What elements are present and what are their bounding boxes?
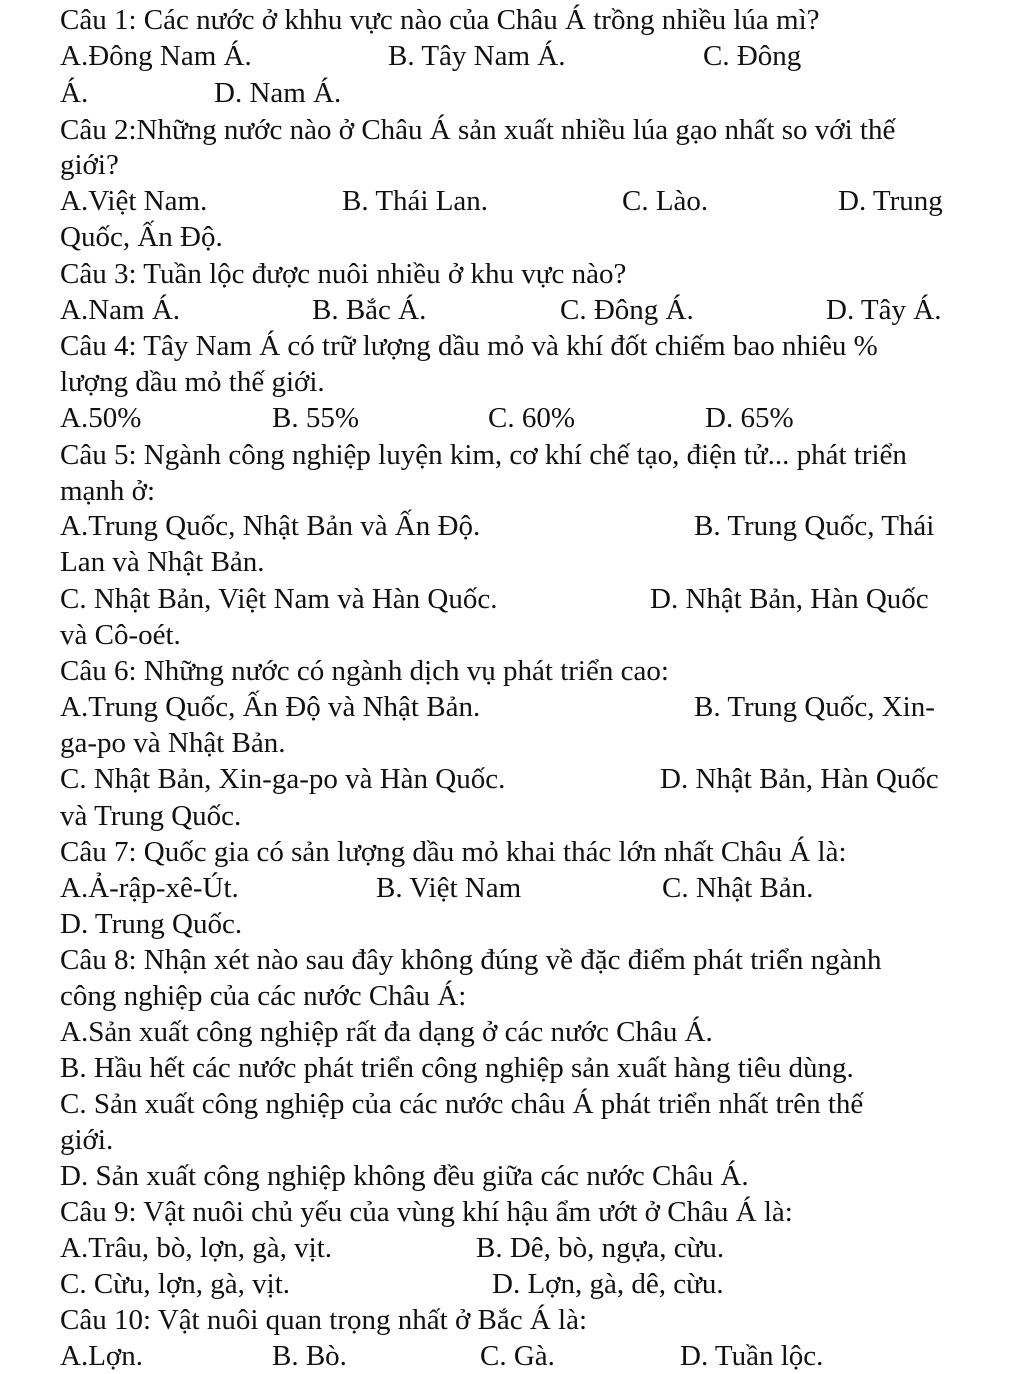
question-7-option-d: D. Trung Quốc. — [60, 908, 243, 940]
question-5-text-cont: mạnh ở: — [60, 475, 156, 507]
question-4-option-d: D. 65% — [705, 402, 794, 434]
question-3-option-c: C. Đông Á. — [560, 294, 694, 326]
question-8-text: Câu 8: Nhận xét nào sau đây không đúng về đặc điểm phát triển ngành — [60, 944, 882, 976]
question-2-option-c: C. Lào. — [622, 185, 709, 217]
question-9-text: Câu 9: Vật nuôi chủ yếu của vùng khí hậu ẩm ướt ở Châu Á là: — [60, 1196, 793, 1228]
question-8-text-cont: công nghiệp của các nước Châu Á: — [60, 980, 467, 1012]
question-2-option-a: A.Việt Nam. — [60, 185, 208, 217]
question-6-option-d: D. Nhật Bản, Hàn Quốc — [660, 763, 939, 795]
question-9-option-a: A.Trâu, bò, lợn, gà, vịt. — [60, 1232, 333, 1264]
question-1-option-d: D. Nam Á. — [214, 77, 342, 109]
question-2-option-d-cont: Quốc, Ấn Độ. — [60, 221, 223, 253]
question-6-option-c: C. Nhật Bản, Xin-ga-po và Hàn Quốc. — [60, 763, 506, 795]
question-9-option-c: C. Cừu, lợn, gà, vịt. — [60, 1268, 291, 1300]
question-6-option-d-cont: và Trung Quốc. — [60, 800, 242, 832]
question-8-option-b: B. Hầu hết các nước phát triển công nghiệp sản xuất hàng tiêu dùng. — [60, 1052, 854, 1084]
question-10-text: Câu 10: Vật nuôi quan trọng nhất ở Bắc Á là: — [60, 1304, 588, 1336]
question-3-text: Câu 3: Tuần lộc được nuôi nhiều ở khu vực nào? — [60, 258, 627, 290]
question-5-option-a: A.Trung Quốc, Nhật Bản và Ấn Độ. — [60, 510, 481, 542]
question-5-option-b-cont: Lan và Nhật Bản. — [60, 546, 265, 578]
question-1-option-c-cont: Á. — [60, 77, 89, 109]
question-7-option-a: A.Ả-rập-xê-Út. — [60, 872, 239, 904]
question-5-option-c: C. Nhật Bản, Việt Nam và Hàn Quốc. — [60, 583, 498, 615]
question-4-option-a: A.50% — [60, 402, 142, 434]
question-9-option-d: D. Lợn, gà, dê, cừu. — [492, 1268, 724, 1300]
question-10-option-c: C. Gà. — [480, 1340, 555, 1372]
question-3-option-a: A.Nam Á. — [60, 294, 181, 326]
question-4-option-c: C. 60% — [488, 402, 575, 434]
question-5-option-d-cont: và Cô-oét. — [60, 619, 181, 651]
question-6-option-a: A.Trung Quốc, Ấn Độ và Nhật Bản. — [60, 691, 481, 723]
question-6-option-b: B. Trung Quốc, Xin- — [694, 691, 935, 723]
question-7-option-b: B. Việt Nam — [376, 872, 522, 904]
question-5-option-d: D. Nhật Bản, Hàn Quốc — [650, 583, 929, 615]
question-6-text: Câu 6: Những nước có ngành dịch vụ phát triển cao: — [60, 655, 669, 687]
question-8-option-c-cont: giới. — [60, 1124, 114, 1156]
question-1-option-c: C. Đông — [703, 40, 802, 72]
question-1-option-a: A.Đông Nam Á. — [60, 40, 252, 72]
question-1-option-b: B. Tây Nam Á. — [388, 40, 566, 72]
question-5-text: Câu 5: Ngành công nghiệp luyện kim, cơ khí chế tạo, điện tử... phát triển — [60, 439, 907, 471]
question-4-text-cont: lượng dầu mỏ thế giới. — [60, 366, 325, 398]
question-4-option-b: B. 55% — [272, 402, 359, 434]
question-9-option-b: B. Dê, bò, ngựa, cừu. — [476, 1232, 725, 1264]
question-2-option-b: B. Thái Lan. — [342, 185, 489, 217]
question-3-option-b: B. Bắc Á. — [312, 294, 427, 326]
question-7-option-c: C. Nhật Bản. — [662, 872, 814, 904]
question-7-text: Câu 7: Quốc gia có sản lượng dầu mỏ khai thác lớn nhất Châu Á là: — [60, 836, 847, 868]
question-10-option-d: D. Tuần lộc. — [680, 1340, 824, 1372]
question-2-text-cont: giới? — [60, 149, 119, 181]
question-5-option-b: B. Trung Quốc, Thái — [694, 510, 935, 542]
question-10-option-b: B. Bò. — [272, 1340, 347, 1372]
question-6-option-b-cont: ga-po và Nhật Bản. — [60, 727, 286, 759]
question-2-option-d: D. Trung — [838, 185, 943, 217]
question-8-option-a: A.Sản xuất công nghiệp rất đa dạng ở các nước Châu Á. — [60, 1016, 713, 1048]
question-1-text: Câu 1: Các nước ở khhu vực nào của Châu Á trồng nhiều lúa mì? — [60, 4, 820, 36]
question-2-text: Câu 2:Những nước nào ở Châu Á sản xuất nhiều lúa gạo nhất so với thế — [60, 114, 896, 146]
question-3-option-d: D. Tây Á. — [826, 294, 942, 326]
question-10-option-a: A.Lợn. — [60, 1340, 143, 1372]
question-4-text: Câu 4: Tây Nam Á có trữ lượng dầu mỏ và khí đốt chiếm bao nhiêu % — [60, 330, 878, 362]
question-8-option-c: C. Sản xuất công nghiệp của các nước châu Á phát triển nhất trên thế — [60, 1088, 864, 1120]
question-8-option-d: D. Sản xuất công nghiệp không đều giữa các nước Châu Á. — [60, 1160, 749, 1192]
